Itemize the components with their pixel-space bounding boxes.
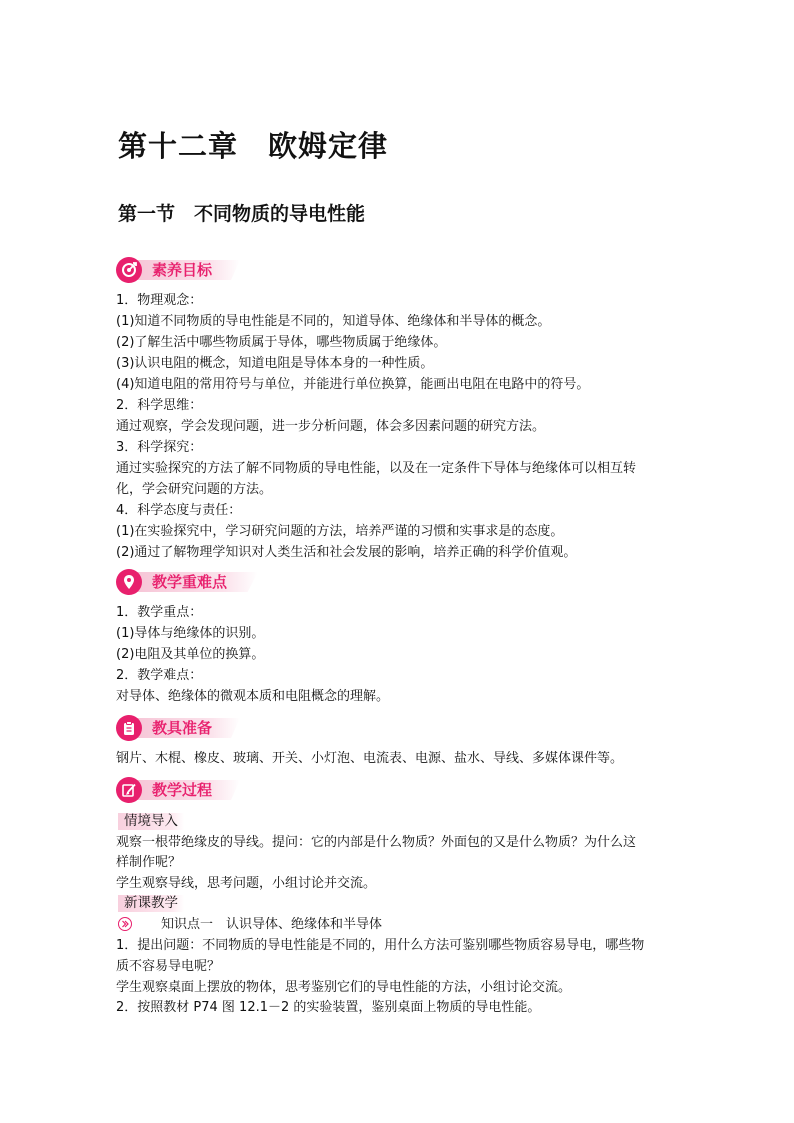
goals-line: (4)知道电阻的常用符号与单位，并能进行单位换算，能画出电阻在电路中的符号。 — [116, 377, 590, 392]
key-line: 对导体、绝缘体的微观本质和电阻概念的理解。 — [116, 689, 390, 704]
intro-line: 学生观察导线，思考问题，小组讨论并交流。 — [116, 876, 377, 891]
new-lesson-tag: 新课教学 — [118, 895, 184, 912]
key-line: 2．教学难点： — [116, 668, 203, 683]
goals-line: 3．科学探究： — [116, 440, 203, 455]
chevron-right-icon — [118, 917, 132, 931]
key-points-banner — [116, 569, 242, 595]
tools-heading: 教具准备 — [152, 719, 213, 737]
tools-list: 钢片、木棍、橡皮、玻璃、开关、小灯泡、电流表、电源、盐水、导线、多媒体课件等。 — [116, 751, 624, 766]
goals-line: (1)知道不同物质的导电性能是不同的，知道导体、绝缘体和半导体的概念。 — [116, 314, 551, 329]
goals-line: (2)了解生活中哪些物质属于导体，哪些物质属于绝缘体。 — [116, 335, 447, 350]
goals-line: 2．科学思维： — [116, 398, 203, 413]
new-line: 2．按照教材 P74 图 12.1－2 的实验装置，鉴别桌面上物质的导电性能。 — [116, 1000, 541, 1015]
knowledge-point-title: 知识点一 认识导体、绝缘体和半导体 — [161, 917, 383, 932]
key-line: (1)导体与绝缘体的识别。 — [116, 626, 265, 641]
process-heading: 教学过程 — [152, 781, 213, 799]
goals-line: 通过实验探究的方法了解不同物质的导电性能，以及在一定条件下导体与绝缘体可以相互转 — [116, 461, 637, 476]
goals-line: 1．物理观念： — [116, 293, 203, 308]
key-line: (2)电阻及其单位的换算。 — [116, 647, 265, 662]
process-banner — [116, 777, 242, 803]
new-line: 学生观察桌面上摆放的物体，思考鉴别它们的导电性能的方法，小组讨论交流。 — [116, 980, 572, 995]
intro-line: 观察一根带绝缘皮的导线。提问：它的内部是什么物质？外面包的又是什么物质？为什么这 — [116, 835, 637, 850]
clipboard-icon — [116, 715, 142, 741]
goals-line: (1)在实验探究中，学习研究问题的方法，培养严谨的习惯和实事求是的态度。 — [116, 524, 564, 539]
goals-line: 4．科学态度与责任： — [116, 503, 242, 518]
location-pin-icon — [116, 569, 142, 595]
key-points-heading: 教学重难点 — [152, 573, 228, 591]
key-line: 1．教学重点： — [116, 605, 203, 620]
goals-line: (2)通过了解物理学知识对人类生活和社会发展的影响，培养正确的科学价值观。 — [116, 545, 577, 560]
edit-icon — [116, 777, 142, 803]
tools-banner — [116, 715, 242, 741]
intro-tag: 情境导入 — [118, 813, 184, 830]
section-title: 第一节 不同物质的导电性能 — [118, 203, 366, 225]
chapter-title: 第十二章 欧姆定律 — [118, 129, 389, 163]
new-line: 质不容易导电呢？ — [116, 959, 221, 974]
goals-heading: 素养目标 — [152, 261, 213, 279]
goals-line: 通过观察，学会发现问题，进一步分析问题，体会多因素问题的研究方法。 — [116, 419, 546, 434]
target-icon — [116, 257, 142, 283]
goals-line: 化，学会研究问题的方法。 — [116, 482, 273, 497]
goals-banner — [116, 257, 242, 283]
new-line: 1．提出问题：不同物质的导电性能是不同的，用什么方法可鉴别哪些物质容易导电，哪些物 — [116, 938, 645, 953]
intro-line: 样制作呢？ — [116, 855, 182, 870]
goals-line: (3)认识电阻的概念，知道电阻是导体本身的一种性质。 — [116, 356, 434, 371]
